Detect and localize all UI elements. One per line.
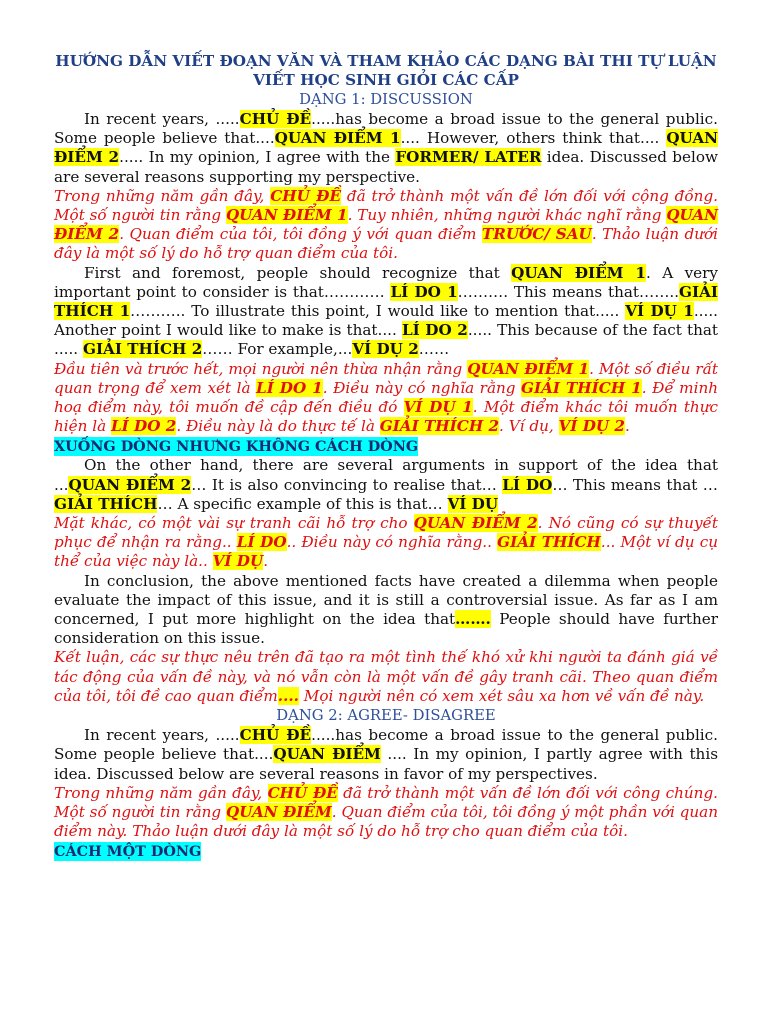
section-1-vietnamese-intro xyxy=(54,187,718,264)
placeholder-highlight: VÍ DỤ 1 xyxy=(625,302,694,321)
paragraph-text: On the other hand, there are several arguments in support of the idea that ... xyxy=(54,456,718,494)
placeholder-highlight: CHỦ ĐỀ xyxy=(267,783,338,802)
format-note-skip-one-line: CÁCH MỘT DÒNG xyxy=(54,843,202,861)
paragraph-text: . Quan điểm của tôi, tôi đồng ý một phần với quan điểm này. Thảo luận dưới đây là một số lý do hỗ trợ cho quan điểm của tôi. xyxy=(54,802,718,841)
paragraph-text: .... In my opinion, I partly agree with this idea. Discussed below are several reasons in favor of my perspectives. xyxy=(54,745,718,783)
paragraph-text: . A very important point to consider is that………… xyxy=(54,263,718,301)
section-1-english-body-2 xyxy=(54,456,718,514)
paragraph-text: ..... In my opinion, I agree with the xyxy=(119,148,396,167)
placeholder-highlight: .... xyxy=(277,686,299,705)
paragraph-text: . Tuy nhiên, những người khác nghĩ rằng xyxy=(347,206,667,225)
placeholder-highlight: QUAN ĐIỂM 2 xyxy=(413,514,538,533)
paragraph-text: Đầu tiên và trước hết, mọi người nên thừa nhận rằng xyxy=(54,359,468,378)
paragraph-text: . Nó cũng có sự thuyết phục để nhận ra rằng.. xyxy=(54,514,718,552)
placeholder-highlight: CHỦ ĐỀ xyxy=(239,110,312,128)
paragraph-text: . Thảo luận dưới đây là một số lý do hỗ trợ quan điểm của tôi. xyxy=(54,225,719,263)
paragraph-text: In conclusion, the above mentioned facts have created a dilemma when people evaluate the impact of this issue, and it is still a controversial issue. As far as I am concerned, I put more highlight on the idea that xyxy=(54,571,718,629)
paragraph-text: .....has become a broad issue to the general public. Some people believe that.... xyxy=(54,726,718,764)
placeholder-highlight: QUAN ĐIỂM xyxy=(273,745,381,764)
paragraph-text: .....has become a broad issue to the general public. Some people believe that.... xyxy=(54,110,718,148)
paragraph-text: ... Một ví dụ cụ thể của việc này là.. xyxy=(54,533,718,571)
section-1-english-intro xyxy=(54,110,718,187)
paragraph-text: ..... This because of the fact that ..... xyxy=(54,321,719,359)
paragraph-text: Mọi người nên có xem xét sâu xa hơn về vấn đề này. xyxy=(298,686,705,705)
placeholder-highlight: QUAN ĐIỂM xyxy=(226,802,332,821)
placeholder-highlight: QUAN ĐIỂM 1 xyxy=(467,359,590,378)
section-1-heading: DẠNG 1: DISCUSSION xyxy=(299,91,473,108)
paragraph-text: . Ví dụ, xyxy=(499,417,559,436)
placeholder-highlight: LÍ DO 1 xyxy=(256,378,323,397)
section-1-english-conclusion xyxy=(54,572,718,649)
placeholder-highlight: ……. xyxy=(455,610,491,629)
paragraph-text: . Điều này là do thực tế là xyxy=(176,417,380,436)
document-title-line-1: HƯỚNG DẪN VIẾT ĐOẠN VĂN VÀ THAM KHẢO CÁC DẠNG BÀI THI TỰ LUẬN xyxy=(55,52,717,70)
paragraph-text: . Quan điểm của tôi, tôi đồng ý với quan điểm xyxy=(119,225,482,244)
section-1-vietnamese-body-2 xyxy=(54,514,718,572)
placeholder-highlight: VÍ DỤ 2 xyxy=(352,340,419,359)
paragraph-text: Trong những năm gần đây, xyxy=(54,783,268,802)
placeholder-highlight: LÍ DO 2 xyxy=(110,417,177,436)
paragraph-text: …… xyxy=(418,340,450,359)
placeholder-highlight: GIẢI THÍCH 2 xyxy=(82,340,203,359)
placeholder-highlight: TRƯỚC/ SAU xyxy=(481,225,592,244)
section-2-heading: DẠNG 2: AGREE- DISAGREE xyxy=(276,707,496,725)
paragraph-text: …… For example,... xyxy=(202,340,353,359)
document-title-line-2: VIẾT HỌC SINH GIỎI CÁC CẤP xyxy=(253,71,519,89)
format-note-no-blank-line: XUỐNG DÒNG NHƯNG KHÔNG CÁCH DÒNG xyxy=(54,438,419,456)
paragraph-text: . Điều này có nghĩa rằng xyxy=(322,378,522,397)
placeholder-highlight: LÍ DO xyxy=(502,475,553,494)
placeholder-highlight: QUAN ĐIỂM 2 xyxy=(54,129,718,167)
paragraph-text: ………. This means that…….. xyxy=(457,282,680,301)
section-1-english-body-1 xyxy=(54,264,718,360)
placeholder-highlight: VÍ DỤ xyxy=(212,552,264,571)
paragraph-text: First and foremost, people should recognize that xyxy=(84,263,512,282)
paragraph-text: đã trở thành một vấn đề lớn đối với cộng đồng. Một số người tin rằng xyxy=(54,186,718,225)
placeholder-highlight: LÍ DO 2 xyxy=(401,321,468,340)
placeholder-highlight: VÍ DỤ xyxy=(447,494,499,513)
placeholder-highlight: QUAN ĐIỂM 1 xyxy=(274,129,401,148)
paragraph-text: . xyxy=(263,552,269,571)
placeholder-highlight: CHỦ ĐỀ xyxy=(270,186,342,205)
section-2-vietnamese-intro xyxy=(54,784,718,842)
paragraph-text: Kết luận, các sự thực nêu trên đã tạo ra một tình thế khó xử khi người ta đánh giá về tác động của vấn đề này, và nó vẫn còn là một vấn đề gây tranh cãi. Theo quan điểm của tôi, tôi đề cao quan điểm xyxy=(54,648,718,705)
paragraph-text: . Một điểm khác tôi muốn thực hiện là xyxy=(54,398,718,436)
placeholder-highlight: LÍ DO 1 xyxy=(390,282,458,301)
paragraph-text: In recent years, ..... xyxy=(84,110,240,128)
placeholder-highlight: QUAN ĐIỂM 1 xyxy=(511,263,646,282)
paragraph-text: … This means that … xyxy=(552,475,718,494)
placeholder-highlight: FORMER/ LATER xyxy=(395,148,542,167)
section-2-english-intro xyxy=(54,726,718,784)
paragraph-text: In recent years, ..... xyxy=(84,726,240,745)
placeholder-highlight: GIẢI THÍCH 1 xyxy=(521,378,642,397)
placeholder-highlight: GIẢI THÍCH 2 xyxy=(379,417,500,436)
placeholder-highlight: LÍ DO xyxy=(236,533,287,552)
section-1-vietnamese-body-1 xyxy=(54,360,718,437)
paragraph-text: … A specific example of this is that… xyxy=(157,494,448,513)
paragraph-text: Trong những năm gần đây, xyxy=(54,186,271,205)
section-1-vietnamese-conclusion xyxy=(54,648,718,706)
paragraph-text: .... However, others think that.... xyxy=(400,129,667,148)
paragraph-text: ..... Another point I would like to make is that.... xyxy=(54,302,718,340)
paragraph-text: đã trở thành một vấn đề lớn đối với công chúng. Một số người tin rằng xyxy=(54,783,719,821)
paragraph-text: . Để minh hoạ điểm này, tôi muốn đề cập đến điều đó xyxy=(54,378,719,417)
section-1-format-note-row xyxy=(54,436,718,456)
paragraph-text: . Một số điều rất quan trọng để xem xét là xyxy=(54,359,718,397)
placeholder-highlight: GIẢI THÍCH xyxy=(54,494,158,513)
paragraph-text: People should have further consideration on this issue. xyxy=(54,610,719,648)
section-2-format-note-row xyxy=(54,841,718,861)
placeholder-highlight: VÍ DỤ 2 xyxy=(558,417,625,436)
paragraph-text: idea. Discussed below are several reasons supporting my perspective. xyxy=(54,148,719,186)
placeholder-highlight: QUAN ĐIỂM 2 xyxy=(68,475,192,494)
paragraph-text: Mặt khác, có một vài sự tranh cãi hỗ trợ cho xyxy=(54,514,414,533)
placeholder-highlight: QUAN ĐIỂM 1 xyxy=(225,206,348,225)
placeholder-highlight: QUAN ĐIỂM 2 xyxy=(54,206,718,244)
placeholder-highlight: GIẢI THÍCH 1 xyxy=(54,282,719,321)
placeholder-highlight: VÍ DỤ 1 xyxy=(403,398,473,417)
placeholder-highlight: GIẢI THÍCH xyxy=(497,533,601,552)
paragraph-text: . xyxy=(624,417,630,436)
paragraph-text: .. Điều này có nghĩa rằng.. xyxy=(286,533,498,552)
paragraph-text: ……….. To illustrate this point, I would like to mention that..... xyxy=(130,302,626,321)
paragraph-text: … It is also convincing to realise that… xyxy=(191,475,503,494)
placeholder-highlight: CHỦ ĐỀ xyxy=(239,726,312,745)
